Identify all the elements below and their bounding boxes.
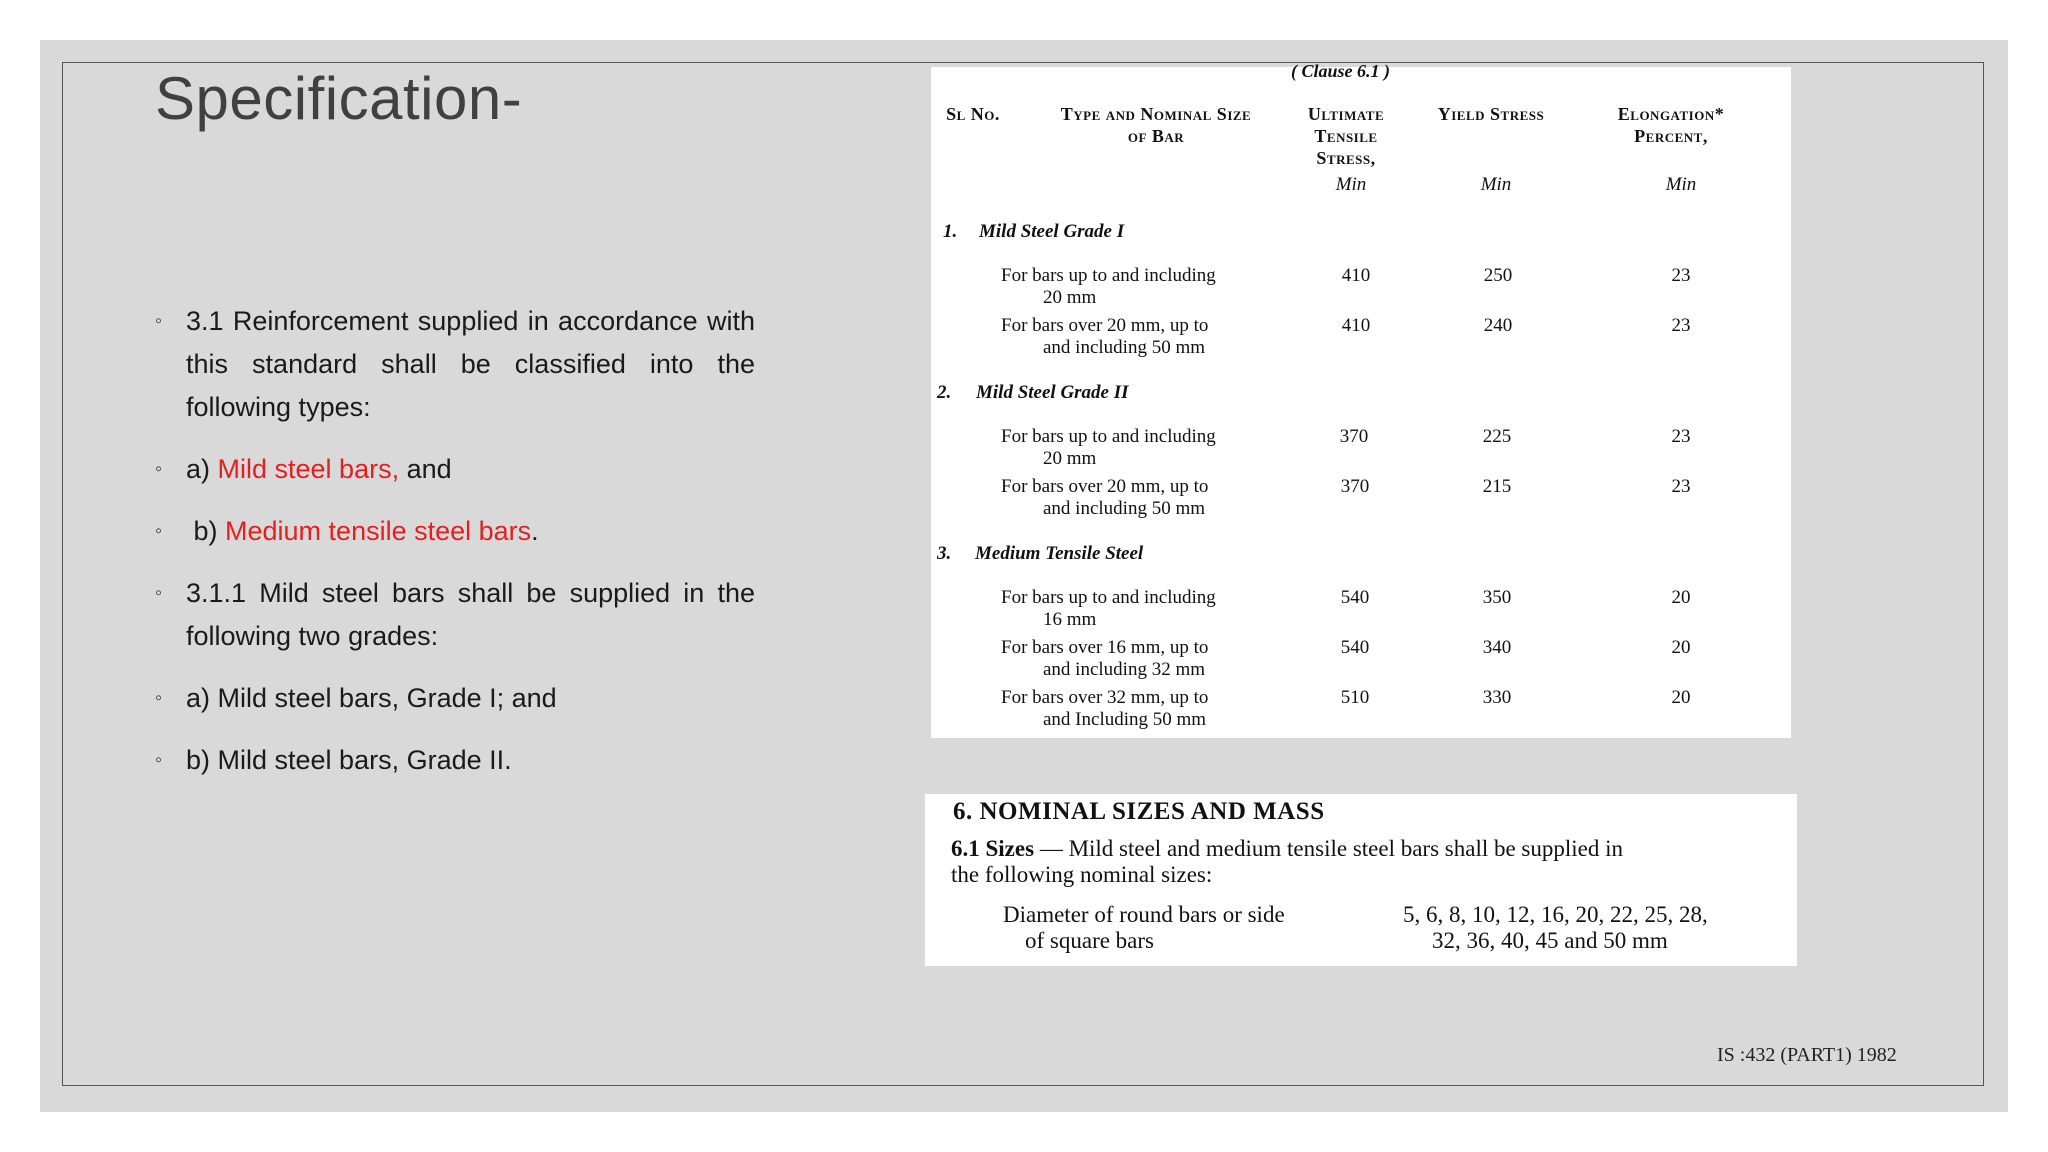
group-name: Mild Steel Grade I: [979, 221, 1125, 242]
min-label: Min: [1665, 174, 1697, 195]
cell-uts: 510: [1340, 687, 1370, 708]
row-desc-line1: For bars over 20 mm, up to: [1001, 315, 1209, 336]
bullet-text: b) Mild steel bars, Grade II.: [186, 745, 512, 775]
bullet-suffix: .: [531, 516, 539, 546]
row-desc-line2: and including 32 mm: [1043, 659, 1206, 680]
cell-elong: 20: [1671, 587, 1691, 608]
bullet-text: 3.1.1 Mild steel bars shall be supplied in the following two grades:: [186, 578, 755, 651]
bullet-prefix: b): [186, 516, 226, 546]
bullet-item: [155, 739, 755, 782]
cell-yield: 240: [1483, 315, 1513, 336]
sizes-values-line1: 5, 6, 8, 10, 12, 16, 20, 22, 25, 28,: [1403, 902, 1708, 927]
bullet-text: a) Mild steel bars, Grade I; and: [186, 683, 557, 713]
header-uts-line1: Ultimate: [1307, 104, 1385, 124]
table-clause: ( Clause 6.1 ): [1291, 61, 1390, 81]
bullet-item: [155, 510, 755, 553]
bullet-marker-icon: ◦: [155, 520, 163, 542]
cell-elong: 20: [1671, 637, 1691, 658]
slide-title: Specification-: [155, 65, 523, 132]
sizes-values-line2: 32, 36, 40, 45 and 50 mm: [1432, 928, 1668, 953]
bullet-text: 3.1 Reinforcement supplied in accordance with this standard shall be classified into the following types:: [186, 306, 755, 422]
header-uts-line3: Stress,: [1316, 148, 1376, 168]
sizes-clause-rest: — Mild steel and medium tensile steel bars shall be supplied in: [1034, 836, 1624, 861]
row-desc-line1: For bars up to and including: [1001, 587, 1216, 608]
cell-elong: 20: [1671, 687, 1691, 708]
cell-yield: 215: [1482, 476, 1512, 497]
source-reference: IS :432 (PART1) 1982: [1717, 1044, 1897, 1066]
group-number: 2.: [937, 382, 952, 403]
header-sl-no: Sl No.: [946, 104, 1000, 124]
header-elong-line1: Elongation*: [1617, 104, 1725, 124]
bullet-marker-icon: ◦: [155, 749, 163, 771]
header-yield: Yield Stress: [1437, 104, 1545, 124]
group-number: 3.: [937, 543, 952, 564]
header-type-line1: Type and Nominal Size: [1060, 104, 1252, 124]
cell-uts: 540: [1340, 587, 1370, 608]
sizes-desc-line2: of square bars: [1025, 928, 1155, 953]
bullet-marker-icon: ◦: [155, 582, 163, 604]
cell-yield: 225: [1482, 426, 1512, 447]
sizes-clause-line1: [951, 836, 1623, 862]
cell-yield: 340: [1482, 637, 1512, 658]
row-desc-line2: 16 mm: [1043, 609, 1097, 630]
row-desc-line2: 20 mm: [1043, 448, 1097, 469]
bullet-highlight: Mild steel bars,: [217, 454, 400, 484]
cell-uts: 410: [1341, 265, 1371, 286]
row-desc-line1: For bars over 32 mm, up to: [1001, 687, 1209, 708]
bullet-marker-icon: ◦: [155, 310, 163, 332]
sizes-clause-line2: the following nominal sizes:: [951, 862, 1213, 887]
bullet-marker-icon: ◦: [155, 687, 163, 709]
cell-uts: 540: [1340, 637, 1370, 658]
spec-table-image: [931, 61, 1791, 738]
row-desc-line1: For bars over 16 mm, up to: [1001, 637, 1209, 658]
row-desc-line2: and including 50 mm: [1043, 337, 1206, 358]
header-elong-line2: Percent,: [1634, 126, 1708, 146]
sizes-desc-line1: Diameter of round bars or side: [1003, 902, 1285, 927]
bullet-suffix: and: [399, 454, 452, 484]
bullet-prefix: a): [186, 454, 218, 484]
cell-uts: 370: [1339, 426, 1369, 447]
header-type-line2: of Bar: [1127, 126, 1185, 146]
cell-elong: 23: [1671, 426, 1691, 447]
min-label: Min: [1335, 174, 1367, 195]
bullet-item: [155, 300, 755, 429]
cell-uts: 410: [1341, 315, 1371, 336]
row-desc-line1: For bars up to and including: [1001, 426, 1216, 447]
row-desc-line1: For bars up to and including: [1001, 265, 1216, 286]
group-number: 1.: [943, 221, 958, 242]
sizes-heading: 6. NOMINAL SIZES AND MASS: [953, 798, 1325, 825]
bullet-item: [155, 448, 755, 491]
group-name: Mild Steel Grade II: [976, 382, 1129, 403]
bullet-list: [155, 300, 755, 801]
cell-yield: 350: [1482, 587, 1512, 608]
cell-elong: 23: [1671, 476, 1691, 497]
header-uts-line2: Tensile: [1314, 126, 1378, 146]
bullet-item: [155, 572, 755, 658]
cell-yield: 250: [1483, 265, 1513, 286]
cell-elong: 23: [1671, 265, 1691, 286]
min-label: Min: [1480, 174, 1512, 195]
row-desc-line1: For bars over 20 mm, up to: [1001, 476, 1209, 497]
cell-uts: 370: [1340, 476, 1370, 497]
bullet-item: [155, 677, 755, 720]
row-desc-line2: and including 50 mm: [1043, 498, 1206, 519]
row-desc-line2: and Including 50 mm: [1043, 709, 1207, 730]
bullet-marker-icon: ◦: [155, 458, 163, 480]
cell-elong: 23: [1671, 315, 1691, 336]
bullet-highlight: Medium tensile steel bars: [225, 516, 532, 546]
sizes-clause-bold: 6.1 Sizes: [951, 836, 1035, 861]
nominal-sizes-image: [925, 794, 1797, 966]
row-desc-line2: 20 mm: [1043, 287, 1097, 308]
group-name: Medium Tensile Steel: [975, 543, 1144, 564]
cell-yield: 330: [1482, 687, 1512, 708]
